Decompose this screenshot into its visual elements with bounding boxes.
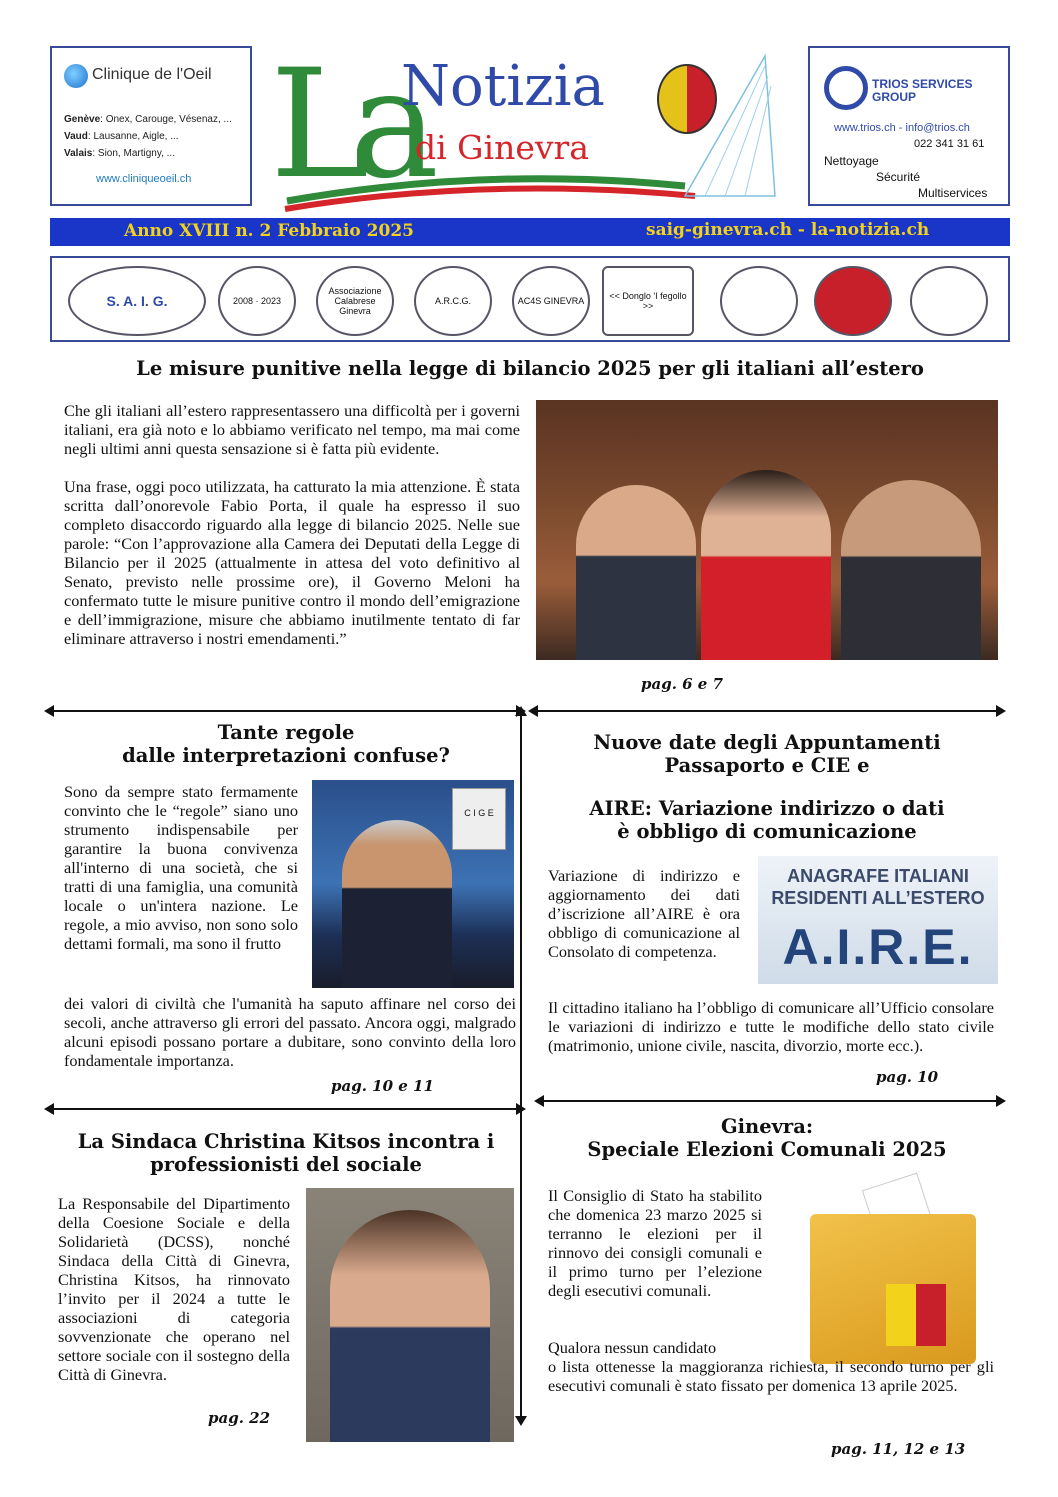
- person-photo: [330, 1210, 490, 1442]
- lead-paragraph: Una frase, oggi poco utilizzata, ha catturato la mia attenzione. È stata scritta dall’onorevole Fabio Porta, il quale ha espresso il suo completo disaccordo riguardo alla legge di bilancio 2025. Nelle sue parole: “Con l’approvazione alla Camera dei Deputati della Legge di Bilancio per il 2025 (attualmente in attesa del voto definitivo al Senato, previsto nelle prossime ore), il Governo Meloni ha confermato tutte le misure punitive contro il mondo dell’emigrazione e dell’immigrazione, misure che abbiamo inutilmente tentato di far eliminare attraverso i nostri emendamenti.”: [64, 477, 520, 648]
- regole-text-narrow: Sono da sempre stato fermamente convinto che le “regole” siano uno strumento indispensabile per garantire la buona convivenza all'interno di una società, che si tratti di una famiglia, una comunità locale o un'intera nazione. Le regole, a mio avviso, non sono solo dettami formali, ma sono il frutto: [64, 782, 298, 953]
- column-divider-arrow: [520, 708, 522, 1424]
- elezioni-title[interactable]: Ginevra: Speciale Elezioni Comunali 2025: [587, 1115, 947, 1161]
- masthead-subtitle: di Ginevra: [415, 128, 589, 167]
- trios-contact[interactable]: www.trios.ch - info@trios.ch: [834, 122, 970, 134]
- regole-author-photo[interactable]: [312, 780, 514, 988]
- association-logo[interactable]: AC4S GINEVRA: [512, 266, 590, 336]
- clinique-locations: Genève: Onex, Carouge, Vésenaz, ... Vaud: Lausanne, Aigle, ... Valais: Sion, Martigny, ...: [64, 114, 232, 159]
- aire-image[interactable]: ANAGRAFE ITALIANI RESIDENTI ALL’ESTERO A.I.R.E.: [758, 856, 998, 984]
- trios-service: Nettoyage: [824, 154, 879, 168]
- geneva-flag-icon: [886, 1284, 946, 1346]
- trios-logo-icon: [824, 66, 868, 110]
- trios-phone: 022 341 31 61: [914, 138, 985, 150]
- parliament-photo[interactable]: [536, 400, 998, 660]
- elezioni-text-narrow: Il Consiglio di Stato ha stabilito che domenica 23 marzo 2025 si terranno le elezioni per il rinnovo dei consigli comunali e il primo turno per l’elezione degli esecutivi comunali.: [548, 1186, 762, 1300]
- elezioni-text-wide: o lista ottenesse la maggioranza richiesta, il secondo turno per gli esecutivi comunali è stato fissato per domenica 13 aprile 2025.: [548, 1357, 994, 1395]
- divider-arrow: [530, 710, 1004, 712]
- associations-strip: [50, 256, 1010, 342]
- lead-paragraph: Che gli italiani all’estero rappresentassero una difficoltà per i governi italiani, era già noto e lo abbiamo verificato nel tempo, ma mai come negli ultimi anni questa sensazione si è fatta più evidente.: [64, 401, 520, 458]
- elezioni-text-narrow2: Qualora nessun candidato: [548, 1338, 717, 1357]
- trios-brand: TRIOS SERVICES GROUP: [872, 77, 973, 104]
- divider-arrow: [536, 1100, 1004, 1102]
- issue-bar: [50, 218, 1010, 246]
- masthead-big-letter: La: [270, 38, 420, 212]
- person-photo: [342, 820, 452, 988]
- association-logo[interactable]: A.R.C.G.: [414, 266, 492, 336]
- regole-page-ref[interactable]: pag. 10 e 11: [331, 1077, 434, 1095]
- lead-text: [64, 401, 520, 667]
- association-logo[interactable]: Associazione Calabrese Ginevra: [316, 266, 394, 336]
- clinique-brand: Clinique de l'Oeil: [92, 66, 212, 83]
- ballot-box-image[interactable]: [800, 1180, 986, 1370]
- sindaca-text: La Responsabile del Dipartimento della Coesione Sociale e della Solidarietà (DCSS), nonché Sindaca della Città di Ginevra, Christina Kitsos, ha rinnovato l’invito per il 2024 a tutte le associazioni di categoria sovvenzionate che operano nel settore sociale con il sostegno della Città di Ginevra.: [58, 1194, 290, 1384]
- association-logo[interactable]: 2008 · 2023: [218, 266, 296, 336]
- association-logo[interactable]: << Donglo 'I fegollo >>: [602, 266, 694, 336]
- association-logo[interactable]: [720, 266, 798, 336]
- sindaca-photo[interactable]: [306, 1188, 514, 1442]
- masthead: [265, 38, 790, 212]
- aire-page-ref[interactable]: pag. 10: [876, 1068, 939, 1086]
- trios-ad[interactable]: [808, 46, 1010, 206]
- association-logo[interactable]: S. A. I. G.: [68, 266, 206, 336]
- regole-title[interactable]: Tante regole dalle interpretazioni confuse?: [122, 721, 450, 767]
- regole-text-wide: dei valori di civiltà che l'umanità ha saputo affinare nel corso dei secoli, anche attraverso gli errori del passato. Ancora oggi, malgrado alcuni episodi possano portare a dubitare, sono convinto della loro fondamentale importanza.: [64, 994, 516, 1070]
- issue-websites[interactable]: saig-ginevra.ch - la-notizia.ch: [646, 220, 930, 240]
- association-logo[interactable]: [910, 266, 988, 336]
- trios-service: Multiservices: [918, 186, 988, 200]
- aire-text-wide: Il cittadino italiano ha l’obbligo di comunicare all’Ufficio consolare le variazioni di indirizzo e tutte le modifiche dello stato civile (matrimonio, unione civile, nascita, divorzio, morte ecc.).: [548, 998, 994, 1055]
- person-photo: [841, 480, 981, 660]
- eye-logo-icon: [64, 64, 88, 88]
- association-logo[interactable]: [814, 266, 892, 336]
- aire-title[interactable]: Nuove date degli Appuntamenti Passaporto e CIE e AIRE: Variazione indirizzo o dati è obbligo di comunicazione: [589, 731, 945, 843]
- sindaca-page-ref[interactable]: pag. 22: [208, 1409, 271, 1427]
- geneva-coat-of-arms-icon: [657, 64, 717, 134]
- aire-text-narrow: Variazione di indirizzo e aggiornamento dei dati d’iscrizione all’AIRE è ora obbligo di comunicazione al Consolato di competenza.: [548, 866, 740, 961]
- lead-title[interactable]: Le misure punitive nella legge di bilancio 2025 per gli italiani all’estero: [136, 357, 924, 380]
- lead-page-ref[interactable]: pag. 6 e 7: [641, 675, 724, 693]
- sindaca-title[interactable]: La Sindaca Christina Kitsos incontra i professionisti del sociale: [77, 1130, 495, 1176]
- divider-arrow: [46, 1108, 524, 1110]
- person-photo: [701, 470, 831, 660]
- clinique-url[interactable]: www.cliniqueoeil.ch: [96, 173, 192, 185]
- issue-date: Anno XVIII n. 2 Febbraio 2025: [124, 221, 414, 241]
- person-photo: [576, 485, 696, 660]
- divider-arrow: [46, 710, 524, 712]
- masthead-name: Notizia: [401, 54, 605, 119]
- clinique-ad[interactable]: [50, 46, 252, 206]
- cige-logo: C I G E: [452, 788, 506, 850]
- elezioni-page-ref[interactable]: pag. 11, 12 e 13: [831, 1440, 966, 1458]
- trios-service: Sécurité: [876, 170, 921, 184]
